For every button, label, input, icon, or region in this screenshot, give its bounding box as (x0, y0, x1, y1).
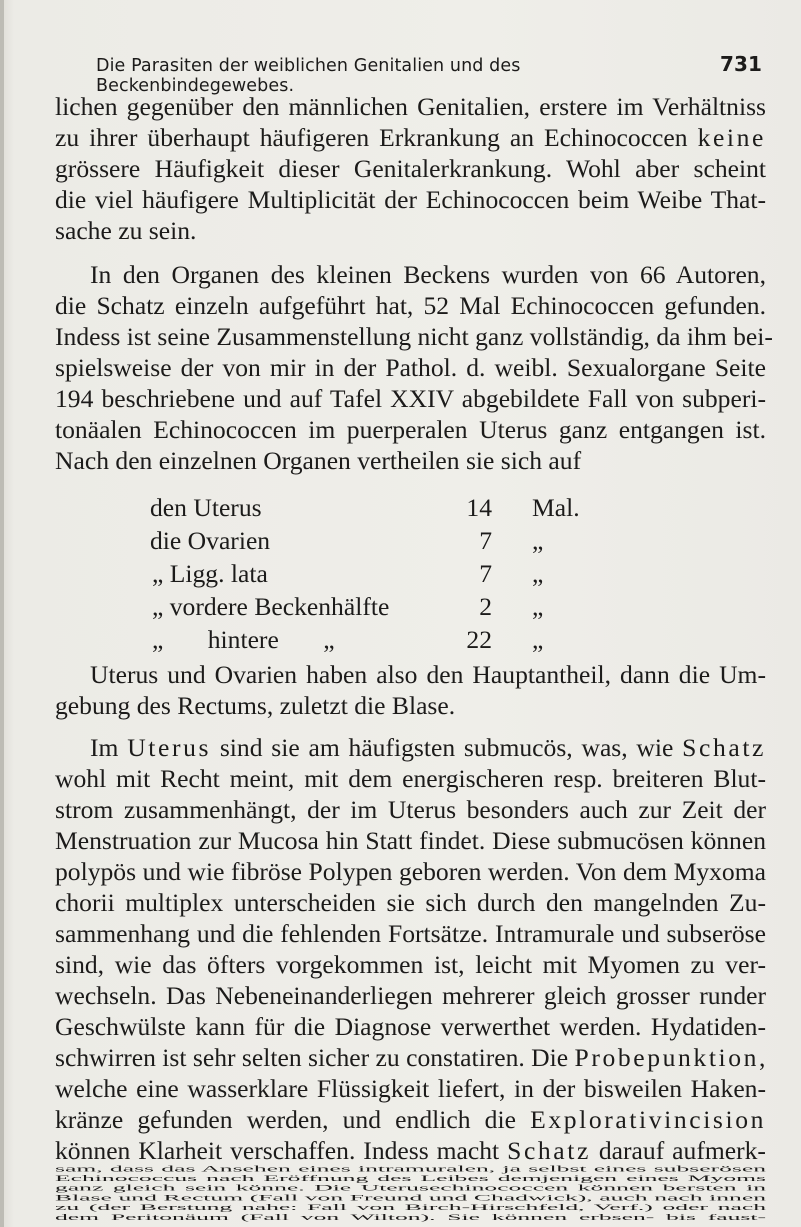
text-line: sache zu sein. (55, 216, 197, 245)
organ-label: „ hintere „ (152, 625, 335, 654)
text-line: gebung des Rectums, zuletzt die Blase. (55, 691, 456, 720)
text-line: wohl mit Recht meint, mit dem energischeren resp. breiteren Blut- (55, 764, 766, 793)
text-line: zu (der Berstung nahe: Fall von Birch-Hirschfeld, Verf.) oder nach (55, 1203, 766, 1212)
count-value: 14 (466, 493, 492, 522)
text-line: sammenhang und die fehlenden Fortsätze. Intramurale und subseröse (55, 919, 766, 948)
text-line: Im Uterus sind sie am häufigsten submucös, was, wie Schatz (90, 733, 766, 762)
count-unit: „ (532, 559, 544, 588)
text-line: Indess ist seine Zusammenstellung nicht ganz vollständig, da ihm bei- (55, 322, 773, 351)
count-unit: „ (532, 526, 544, 555)
text-line: die Schatz einzeln aufgeführt hat, 52 Mal Echinococcen gefunden. (55, 291, 766, 320)
text-line: grössere Häufigkeit dieser Genitalerkrankung. Wohl aber scheint (55, 154, 766, 183)
text-line: Blase und Rectum (Fall von Freund und Chadwick), auch nach innen (55, 1193, 766, 1203)
running-header (96, 52, 762, 96)
count-value: 22 (466, 625, 492, 654)
text-line: Uterus und Ovarien haben also den Hauptantheil, dann die Um- (90, 660, 766, 689)
closing-lines-block (55, 1164, 766, 1224)
count-value: 7 (479, 526, 492, 555)
organ-label: die Ovarien (150, 526, 271, 555)
organ-label: „ Ligg. lata (152, 559, 268, 588)
emphasis-spaced: Explorativincision (530, 1105, 766, 1134)
organ-label: den Uterus (150, 493, 262, 522)
count-value: 7 (479, 559, 492, 588)
text-line: Echinococcus nach Eröffnung des Leibes demjenigen eines Myoms (55, 1173, 766, 1183)
count-unit: „ (532, 592, 544, 621)
text-line: Menstruation zur Mucosa hin Statt findet. Diese submucösen können (55, 826, 766, 855)
text-line: chorii multiplex unterscheiden sie sich durch den mangelnden Zu- (55, 888, 766, 917)
text-line: die viel häufigere Multiplicität der Echinococcen beim Weibe That- (55, 185, 766, 214)
emphasis-spaced: Uterus (127, 733, 212, 762)
text-line: ganz gleich sein könne. Die Uterusechinococcen können bersten in (55, 1183, 766, 1193)
text-line: Geschwülste kann für die Diagnose verwerthet werden. Hydatiden- (55, 1012, 766, 1041)
text-line: tonäalen Echinococcen im puerperalen Uterus ganz entgangen ist. (55, 415, 766, 444)
emphasis-spaced: Schatz (507, 1136, 591, 1165)
text-line: polypös und wie fibröse Polypen geboren werden. Von dem Myxoma (55, 857, 766, 886)
text-line: kränze gefunden werden, und endlich die Explorativincision (55, 1105, 766, 1134)
text-line: Nach den einzelnen Organen vertheilen sie sich auf (55, 446, 582, 475)
text-line: spielsweise der von mir in der Pathol. d. weibl. Sexualorgane Seite (55, 353, 766, 382)
text-line: wechseln. Das Nebeneinanderliegen mehrerer gleich grosser runder (55, 981, 766, 1010)
text-line: welche eine wasserklare Flüssigkeit liefert, in der bisweilen Haken- (55, 1074, 766, 1103)
count-unit: „ (532, 625, 544, 654)
text-line: lichen gegenüber den männlichen Genitalien, erstere im Verhältniss (55, 92, 766, 121)
text-line: 194 beschriebene und auf Tafel XXIV abgebildete Fall von subperi- (55, 384, 766, 413)
text-line: dem Peritonäum (Fall von Wilton). Sie können erbsen- bis faust- (55, 1212, 766, 1222)
text-line: zu ihrer überhaupt häufigeren Erkrankung an Echinococcen keine (55, 123, 766, 152)
header-title: Die Parasiten der weiblichen Genitalien und des Beckenbindegewebes. (96, 56, 521, 96)
text-line: schwirren ist sehr selten sicher zu constatiren. Die Probepunktion, (55, 1043, 769, 1072)
emphasis-spaced: keine (697, 123, 766, 152)
page-number: 731 (719, 52, 762, 76)
emphasis-spaced: Probepunktion, (574, 1043, 769, 1072)
text-line: sam, dass das Ansehen eines intramuralen, ja selbst eines subserösen (55, 1164, 766, 1174)
text-line: sind, wie das öfters vorgekommen ist, leicht mit Myomen zu ver- (55, 950, 766, 979)
count-value: 2 (479, 592, 492, 621)
text-line: können Klarheit verschaffen. Indess macht Schatz darauf aufmerk- (55, 1136, 766, 1165)
page-spine-shadow (0, 0, 4, 1227)
text-line: strom zusammenhängt, der im Uterus besonders auch zur Zeit der (55, 795, 766, 824)
organ-label: „ vordere Beckenhälfte (152, 592, 390, 621)
text-line: In den Organen des kleinen Beckens wurden von 66 Autoren, (90, 260, 766, 289)
count-unit: Mal. (532, 493, 580, 522)
emphasis-spaced: Schatz (682, 733, 766, 762)
